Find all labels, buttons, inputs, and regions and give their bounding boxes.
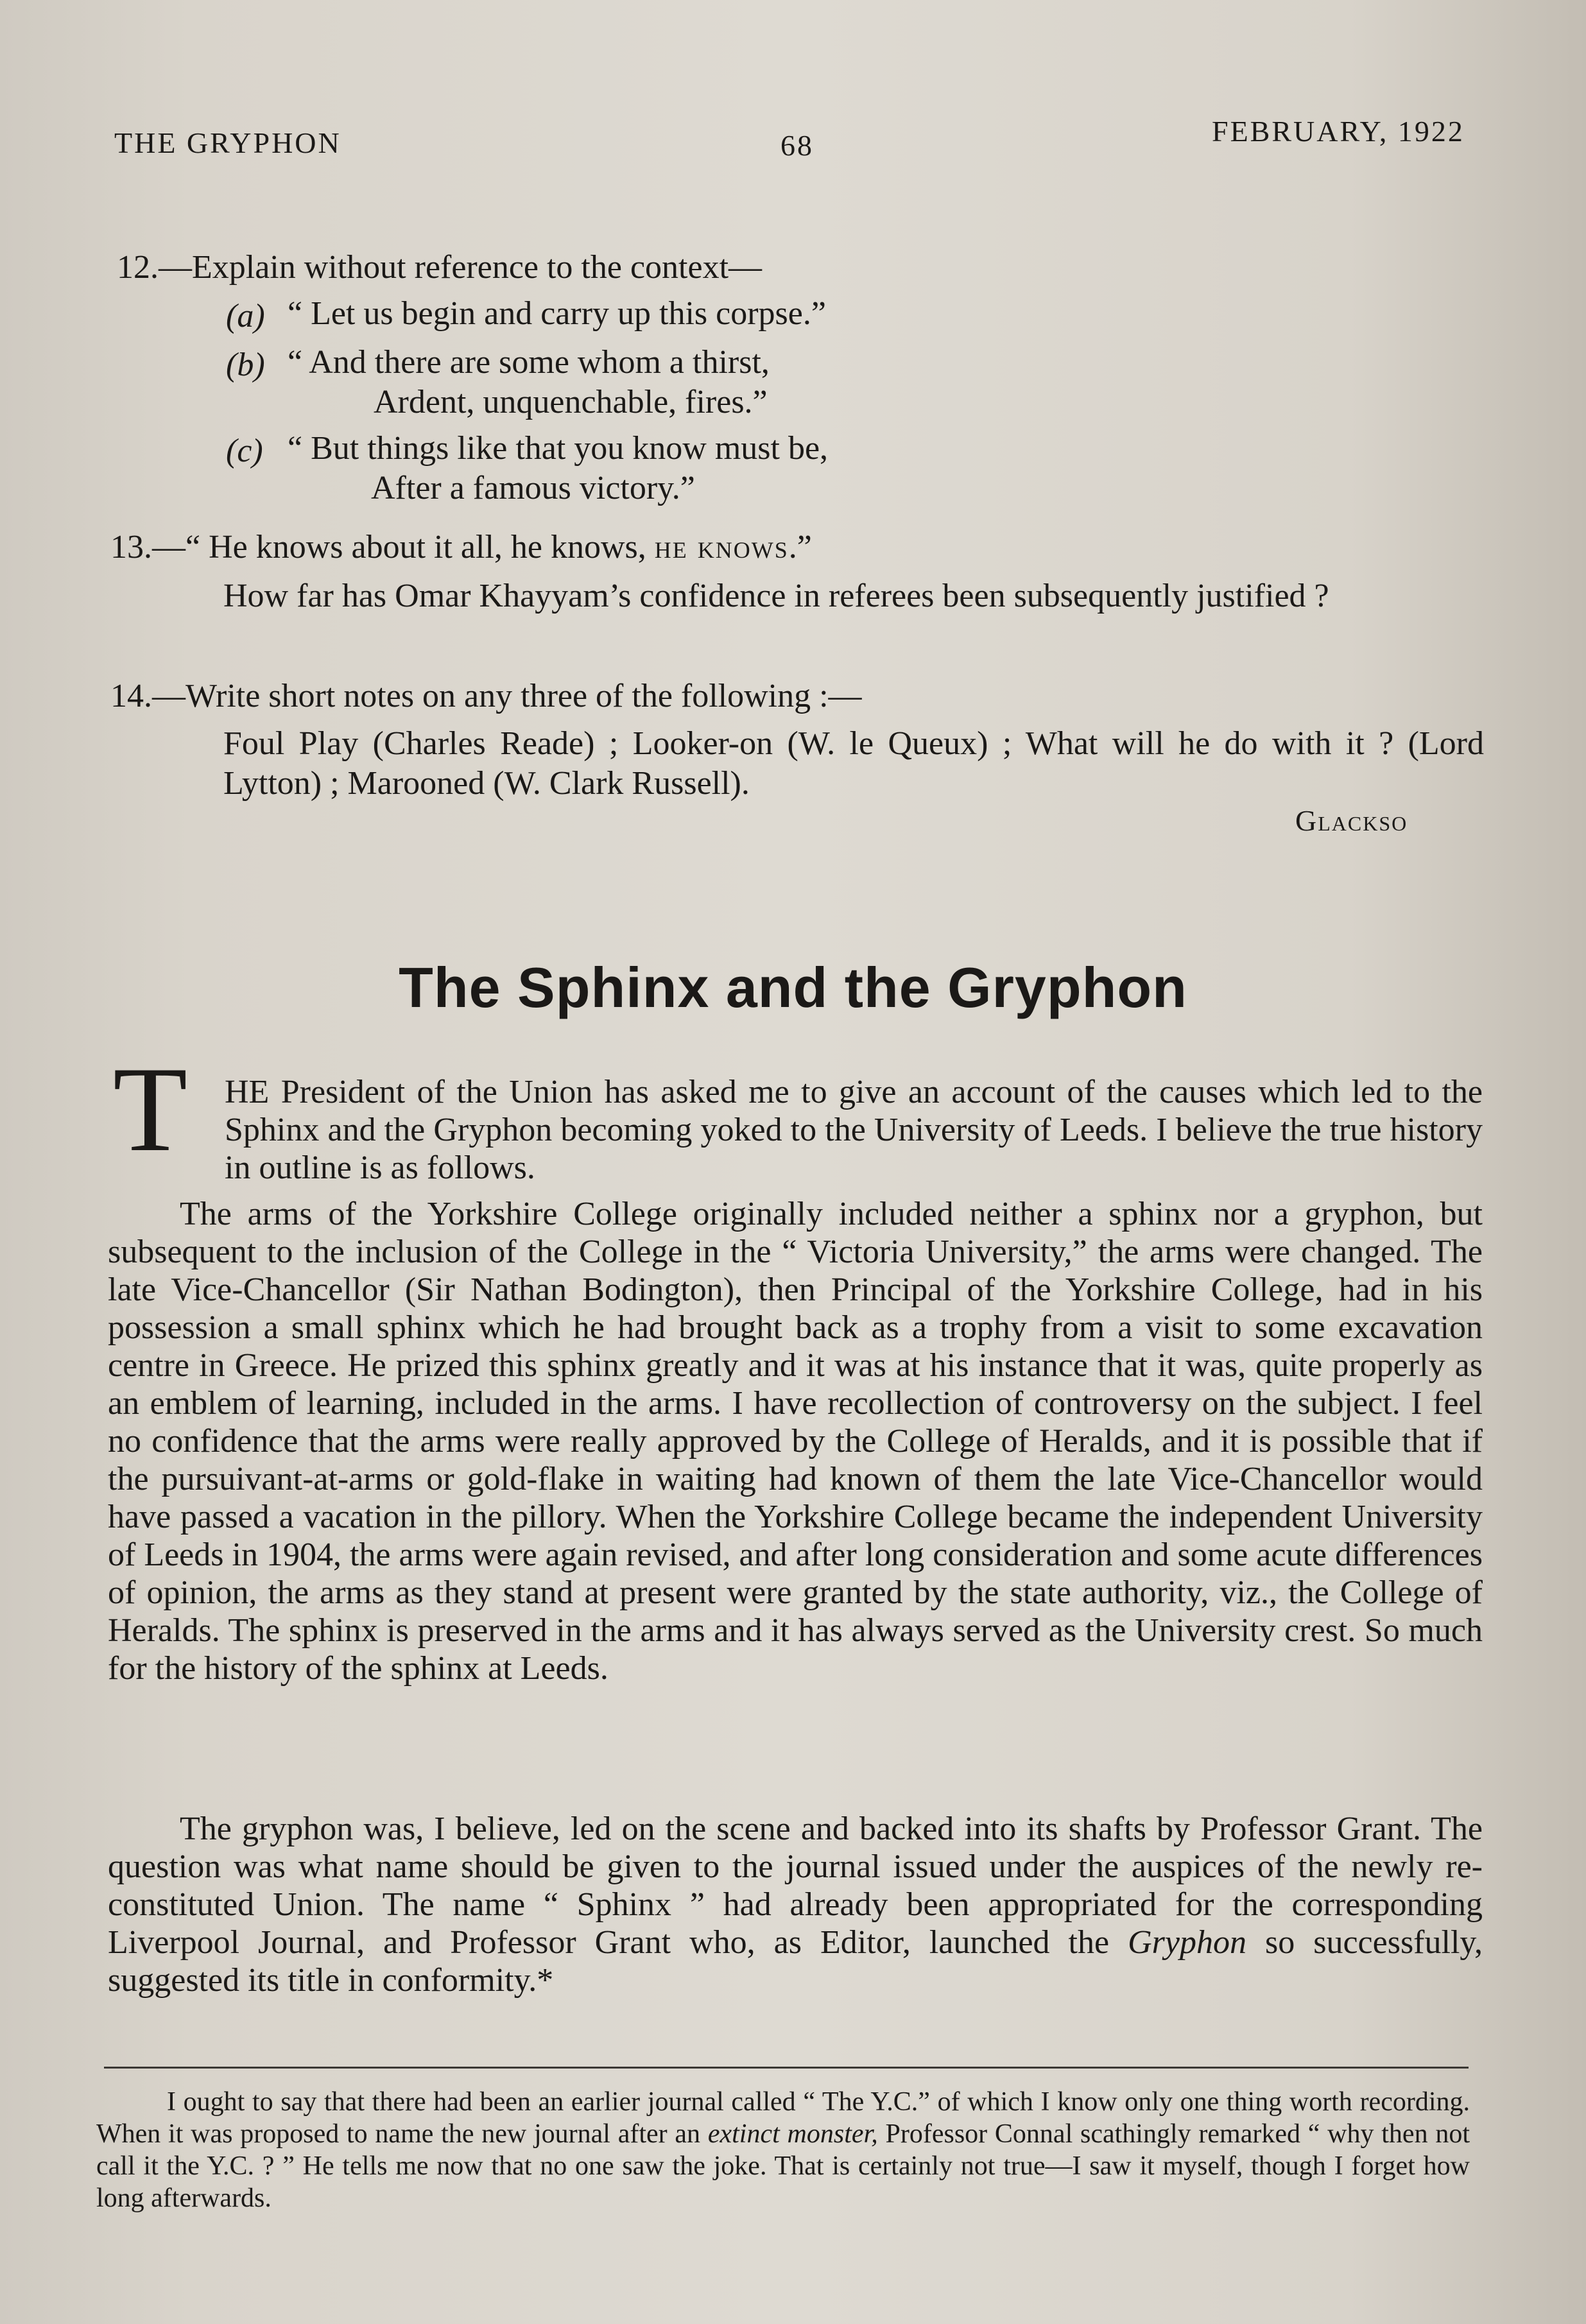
article-paragraph-1: HE President of the Union has asked me to give an account of the causes which led to the Sphinx and the Gryphon becoming yoked to the University of Leeds. I believe the true history in outline is as follows. bbox=[225, 1074, 1483, 1186]
question-12-lead: 12.—Explain without reference to the context— bbox=[117, 249, 763, 286]
journal-name-gryphon: Gryphon bbox=[1128, 1924, 1246, 1961]
question-12-b-label: (b) bbox=[226, 347, 265, 383]
author-signature: Glackso bbox=[1295, 804, 1408, 837]
footnote bbox=[96, 2086, 1470, 2214]
article-title: The Sphinx and the Gryphon bbox=[399, 956, 1187, 1019]
question-13-lead bbox=[110, 528, 812, 567]
question-12-c-label: (c) bbox=[226, 433, 263, 469]
question-12-b-line2: Ardent, unquenchable, fires.” bbox=[374, 384, 768, 420]
footnote-italic-phrase: extinct monster, bbox=[707, 2119, 878, 2149]
question-12-b-line1: “ And there are some whom a thirst, bbox=[288, 344, 770, 381]
question-13-lead-text: 13.—“ He knows about it all, he knows, bbox=[110, 529, 646, 565]
drop-cap: T bbox=[113, 1042, 188, 1177]
question-14-body: Foul Play (Charles Reade) ; Looker-on (W. le Queux) ; What will he do with it ? (Lord Lytton) ; Marooned (W. Clark Russell). bbox=[223, 725, 1484, 802]
article-paragraph-3 bbox=[108, 1810, 1483, 1999]
footnote-rule bbox=[104, 2067, 1469, 2069]
page-number: 68 bbox=[780, 129, 814, 162]
question-14-lead: 14.—Write short notes on any three of the following :— bbox=[110, 678, 862, 714]
question-12-a-text: “ Let us begin and carry up this corpse.” bbox=[288, 295, 826, 332]
question-13-lead-end: .” bbox=[788, 529, 812, 565]
footnote-start: I ought to say that there had been an earlier journal called “ The Y.C.” of which I know only one thing worth recording. When it was proposed to name the new journal after an bbox=[96, 2087, 1470, 2149]
article-paragraph-3-end: so successfully, suggested its title in conformity.* bbox=[108, 1924, 1483, 1999]
footnote-end: Professor Connal scathingly remarked “ why then not call it the Y.C. ? ” He tells me now that no one saw the joke. That is certainly not true—I saw it myself, though I forget how long afterwards. bbox=[96, 2119, 1470, 2213]
question-13-lead-emphasis: he knows bbox=[654, 529, 789, 565]
article-paragraph-2: The arms of the Yorkshire College originally included neither a sphinx nor a gryphon, but subsequent to the inclusion of the College in the “ Victoria University,” the arms were changed. The late Vice-Chancellor (Sir Nathan Bodington), then Principal of the Yorkshire College, had in his possession a small sphinx which he had brought back as a trophy from a visit to some excavation centre in Greece. He prized this sphinx greatly and it was at his instance that it was, quite properly as an emblem of learning, included in the arms. I have recollection of controversy on the subject. I feel no confidence that the arms were really approved by the College of Heralds, and it is possible that if the pursuivant-at-arms or gold-flake in waiting had known of them the late Vice-Chancellor would have passed a vacation in the pillory. When the Yorkshire College became the independent University of Leeds in 1904, the arms were again revised, and after long consideration and some acute differences of opinion, the arms as they stand at present were granted by the state authority, viz., the College of Heralds. The sphinx is preserved in the arms and it has always served as the University crest. So much for the history of the sphinx at Leeds. bbox=[108, 1196, 1483, 1687]
running-head-date: FEBRUARY, 1922 bbox=[1212, 115, 1465, 148]
question-13-body: How far has Omar Khayyam’s confidence in referees been subsequently justified ? bbox=[223, 578, 1329, 614]
question-12-c-line1: “ But things like that you know must be, bbox=[288, 430, 829, 467]
question-12-c-line2: After a famous victory.” bbox=[371, 470, 695, 506]
article-paragraph-3-start: The gryphon was, I believe, led on the scene and backed into its shafts by Professor Grant. The question was what name should be given to the journal issued under the auspices of the newly re-constituted Union. The name “ Sphinx ” had already been appropriated for the corresponding Liverpool Journal, and Professor Grant who, as Editor, launched the bbox=[108, 1811, 1483, 1961]
running-head-journal: THE GRYPHON bbox=[114, 126, 341, 159]
question-12-a-label: (a) bbox=[226, 298, 265, 334]
